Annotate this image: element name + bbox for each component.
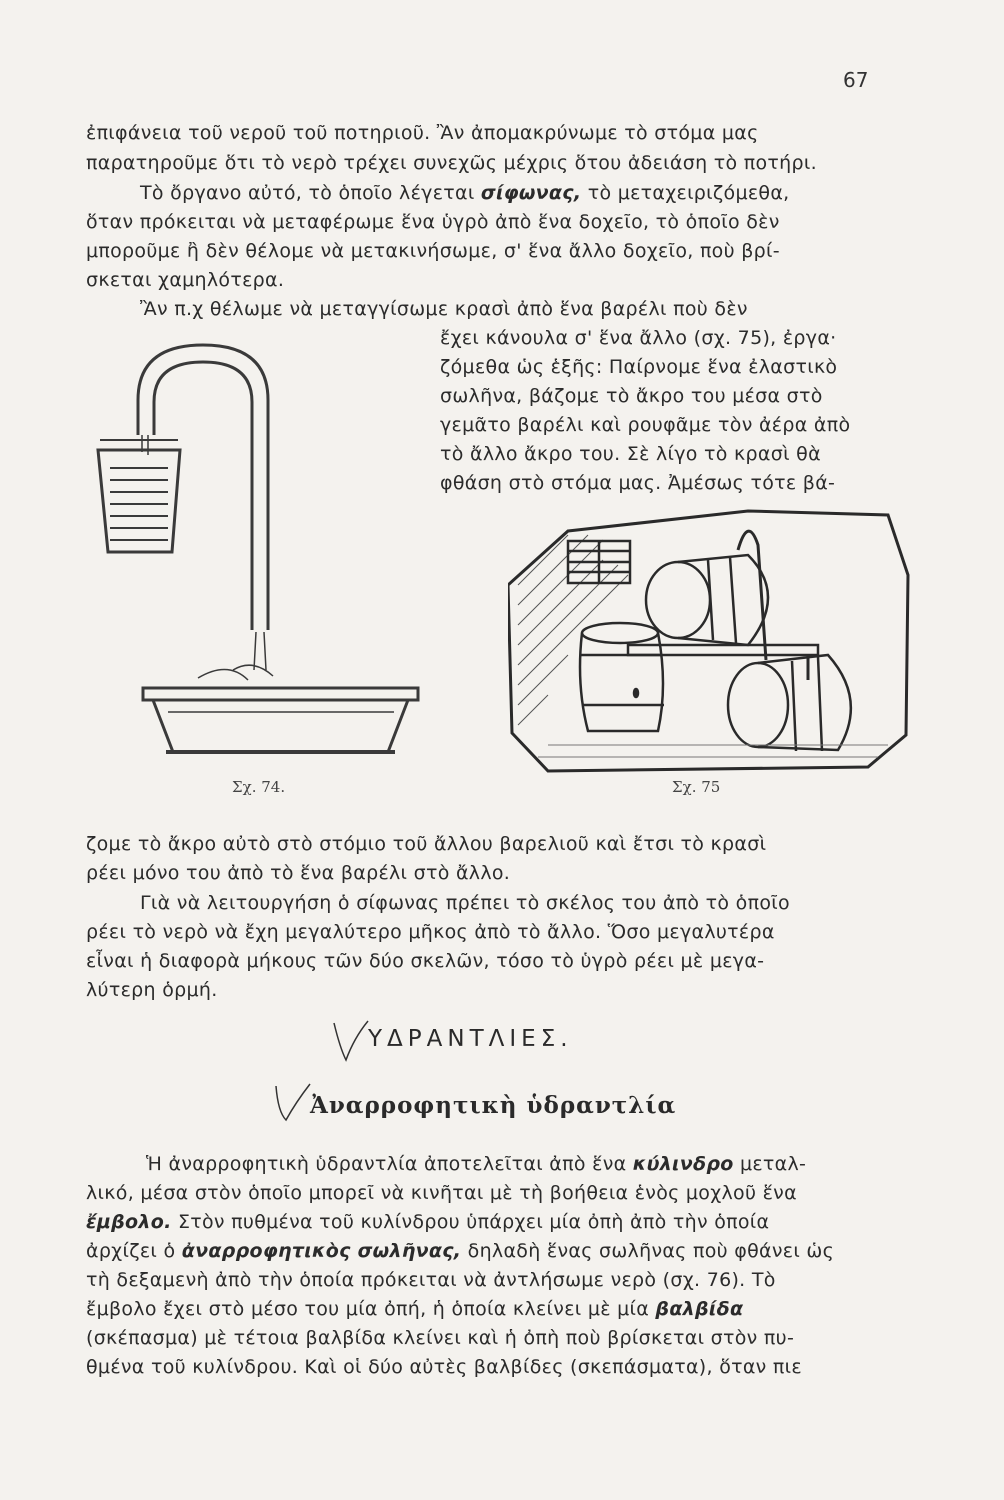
paragraph-4-line-1: ζομε τὸ ἄκρο αὐτὸ στὸ στόμιο τοῦ ἄλλου βαρελιοῦ καὶ ἔτσι τὸ κρασὶ bbox=[86, 833, 767, 855]
term-suction-pipe: ἀναρροφητικὸς σωλῆνας, bbox=[181, 1240, 462, 1262]
paragraph-2-line-4: σκεται χαμηλότερα. bbox=[86, 269, 285, 291]
paragraph-3-line-7: φθάση στὸ στόμα μας. Ἀμέσως τότε βά- bbox=[440, 472, 836, 494]
paragraph-2-text: Τὸ ὄργανο αὐτό, τὸ ὁποῖο λέγεται bbox=[140, 182, 481, 204]
paragraph-1-line-1: ἐπιφάνεια τοῦ νεροῦ τοῦ ποτηριοῦ. Ἂν ἀπομακρύνωμε τὸ στόμα μας bbox=[86, 122, 759, 144]
paragraph-3-line-2: ἔχει κάνουλα σ' ἕνα ἄλλο (σχ. 75), ἐργα· bbox=[440, 327, 837, 349]
paragraph-6-text: Στὸν πυθμένα τοῦ κυλίνδρου ὑπάρχει μία ὀπὴ ἀπὸ τὴν ὁποία bbox=[171, 1211, 770, 1233]
paragraph-6-line-8: θμένα τοῦ κυλίνδρου. Καὶ οἱ δύο αὐτὲς βαλβίδες (σκεπάσματα), ὅταν πιε bbox=[86, 1356, 802, 1378]
paragraph-6-line-7: (σκέπασμα) μὲ τέτοια βαλβίδα κλείνει καὶ ἡ ὀπὴ ποὺ βρίσκεται στὸν πυ- bbox=[86, 1327, 795, 1349]
paragraph-6-text: Ἡ ἀναρροφητικὴ ὑδραντλία ἀποτελεῖται ἀπὸ ἕνα bbox=[146, 1153, 633, 1175]
term-cylinder: κύλινδρο bbox=[632, 1153, 734, 1175]
paragraph-5-line-4: λύτερη ὁρμή. bbox=[86, 979, 218, 1001]
paragraph-1-line-2: παρατηροῦμε ὅτι τὸ νερὸ τρέχει συνεχῶς μέχρις ὅτου ἀδειάση τὸ ποτήρι. bbox=[86, 152, 817, 174]
paragraph-6-text: ἀρχίζει ὁ bbox=[86, 1240, 182, 1262]
paragraph-2-line-3: μποροῦμε ἢ δὲν θέλομε νὰ μετακινήσωμε, σ' ἕνα ἄλλο δοχεῖο, ποὺ βρί- bbox=[86, 240, 780, 262]
paragraph-6-line-1 bbox=[146, 1153, 806, 1175]
figure-74-siphon-illustration bbox=[88, 340, 428, 770]
page-number: 67 bbox=[843, 68, 869, 92]
paragraph-6-line-6 bbox=[86, 1298, 743, 1320]
section-title: ΥΔΡΑΝΤΛΙΕΣ. bbox=[368, 1026, 573, 1052]
check-mark-icon bbox=[270, 1080, 312, 1125]
paragraph-2-text: τὸ μεταχειριζόμεθα, bbox=[581, 182, 790, 204]
paragraph-3-line-6: τὸ ἄλλο ἄκρο του. Σὲ λίγο τὸ κρασὶ θὰ bbox=[440, 443, 821, 465]
paragraph-5-line-2: ρέει τὸ νερὸ νὰ ἔχη μεγαλύτερο μῆκος ἀπὸ τὸ ἄλλο. Ὅσο μεγαλυτέρα bbox=[86, 921, 775, 943]
term-piston: ἔμβολο. bbox=[86, 1211, 172, 1233]
figure-74-caption: Σχ. 74. bbox=[232, 778, 286, 796]
check-mark-icon bbox=[330, 1018, 370, 1063]
subsection-title: Ἀναρροφητικὴ ὑδραντλία bbox=[310, 1092, 677, 1119]
paragraph-3-line-3: ζόμεθα ὡς ἑξῆς: Παίρνομε ἕνα ἐλαστικὸ bbox=[440, 356, 838, 378]
paragraph-3-line-1: Ἂν π.χ θέλωμε νὰ μεταγγίσωμε κρασὶ ἀπὸ ἕνα βαρέλι ποὺ δὲν bbox=[140, 298, 748, 320]
figure-75-caption: Σχ. 75 bbox=[672, 778, 721, 796]
term-valve: βαλβίδα bbox=[655, 1298, 744, 1320]
paragraph-6-text: ἔμβολο ἔχει στὸ μέσο του μία ὀπή, ἡ ὁποία κλείνει μὲ μία bbox=[86, 1298, 656, 1320]
figure-75-wine-barrels-illustration bbox=[508, 505, 910, 775]
paragraph-5-line-1: Γιὰ νὰ λειτουργήση ὁ σίφωνας πρέπει τὸ σκέλος του ἀπὸ τὸ ὁποῖο bbox=[140, 892, 790, 914]
paragraph-6-line-4 bbox=[86, 1240, 834, 1262]
term-siphon: σίφωνας, bbox=[480, 182, 582, 204]
paragraph-3-line-5: γεμᾶτο βαρέλι καὶ ρουφᾶμε τὸν ἀέρα ἀπὸ bbox=[440, 414, 851, 436]
paragraph-6-line-2: λικό, μέσα στὸν ὁποῖο μπορεῖ νὰ κινῆται μὲ τὴ βοήθεια ἑνὸς μοχλοῦ ἕνα bbox=[86, 1182, 797, 1204]
paragraph-6-line-3 bbox=[86, 1211, 769, 1233]
paragraph-6-text: δηλαδὴ ἕνας σωλῆνας ποὺ φθάνει ὡς bbox=[461, 1240, 835, 1262]
paragraph-2-line-1 bbox=[140, 182, 790, 204]
paragraph-4-line-2: ρέει μόνο του ἀπὸ τὸ ἕνα βαρέλι στὸ ἄλλο. bbox=[86, 862, 511, 884]
paragraph-3-line-4: σωλῆνα, βάζομε τὸ ἄκρο του μέσα στὸ bbox=[440, 385, 823, 407]
paragraph-5-line-3: εἶναι ἡ διαφορὰ μήκους τῶν δύο σκελῶν, τόσο τὸ ὑγρὸ ρέει μὲ μεγα- bbox=[86, 950, 765, 972]
paragraph-2-line-2: ὅταν πρόκειται νὰ μεταφέρωμε ἕνα ὑγρὸ ἀπὸ ἕνα δοχεῖο, τὸ ὁποῖο δὲν bbox=[86, 211, 780, 233]
paragraph-6-line-5: τὴ δεξαμενὴ ἀπὸ τὴν ὁποία πρόκειται νὰ ἀντλήσωμε νερὸ (σχ. 76). Τὸ bbox=[86, 1269, 776, 1291]
paragraph-6-text: μεταλ- bbox=[733, 1153, 807, 1175]
